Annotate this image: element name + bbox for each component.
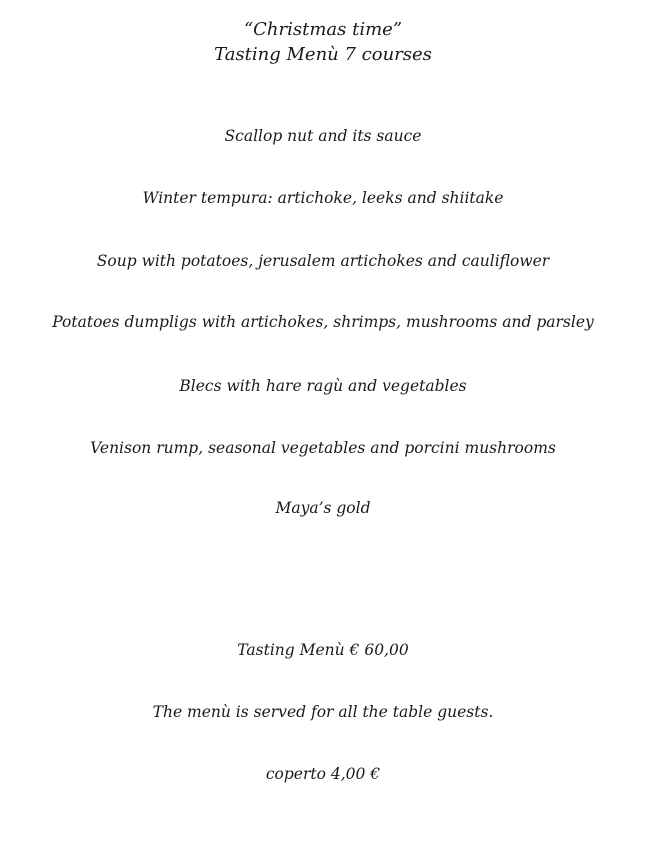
course-item-4: Potatoes dumpligs with artichokes, shrimps, mushrooms and parsley [52,313,594,331]
course-item-1: Scallop nut and its sauce [224,127,422,145]
table-guests-note: The menù is served for all the table guests. [152,703,494,721]
menu-subtitle: Tasting Menù 7 courses [214,44,432,65]
course-item-7: Maya’s gold [275,499,371,517]
cover-charge: coperto 4,00 € [265,765,381,783]
course-item-2: Winter tempura: artichoke, leeks and shiitake [142,189,504,207]
course-item-5: Blecs with hare ragù and vegetables [179,377,467,395]
course-item-6: Venison rump, seasonal vegetables and porcini mushrooms [90,439,556,457]
course-item-3: Soup with potatoes, jerusalem artichokes and cauliflower [96,252,550,270]
tasting-menu-price: Tasting Menù € 60,00 [237,641,409,659]
menu-title: “Christmas time” [243,19,403,40]
